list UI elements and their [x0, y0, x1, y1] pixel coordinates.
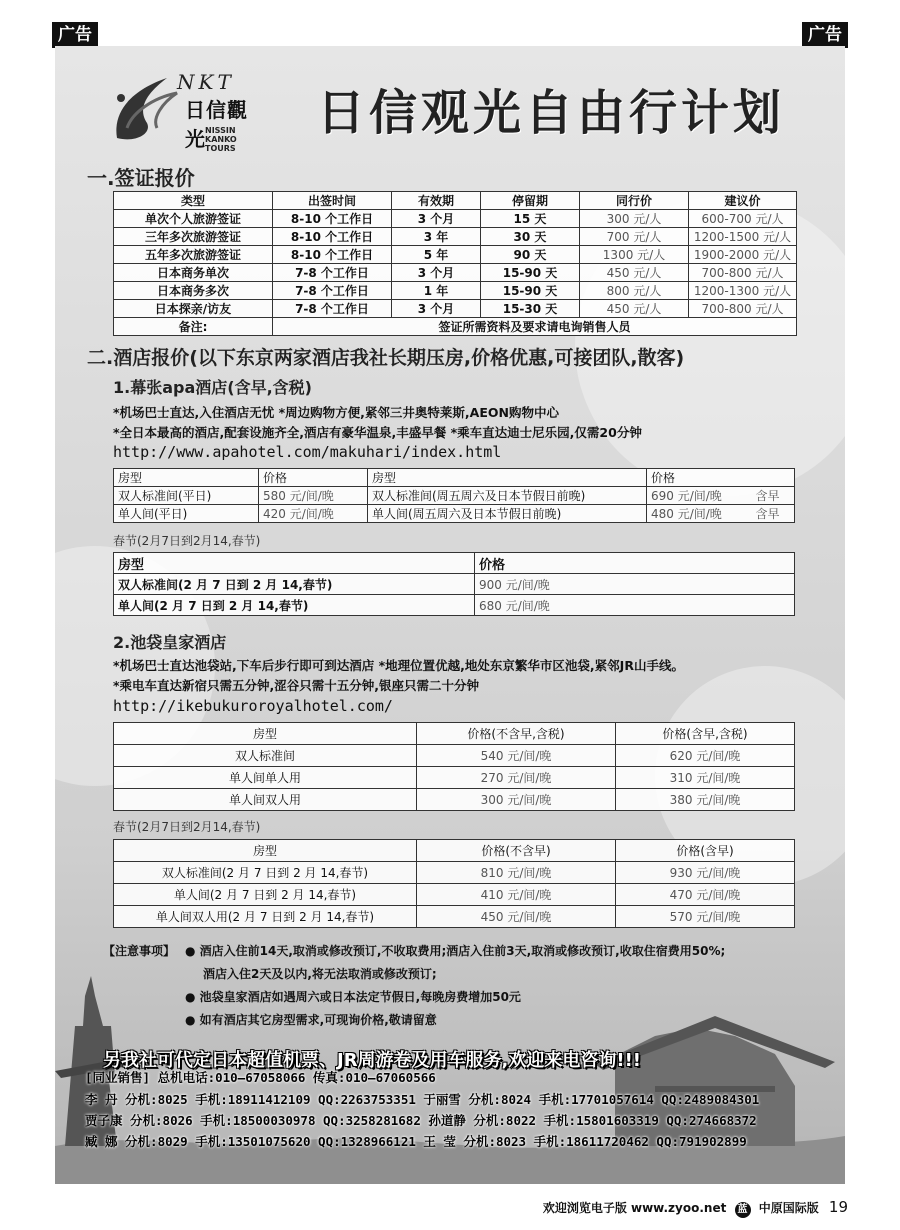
table-cell: 270 元/间/晚	[417, 767, 616, 789]
footer-text: 欢迎浏览电子版 www.zyoo.net	[542, 1201, 727, 1215]
table-header: 价格(不含早)	[417, 840, 616, 862]
table-cell: 单人间(平日)	[114, 505, 259, 523]
table-cell: 三年多次旅游签证	[114, 228, 273, 246]
apa-price-table	[113, 468, 795, 523]
table-row	[114, 318, 797, 336]
table-header: 价格(不含早,含税)	[417, 723, 616, 745]
table-cell: 单人间单人用	[114, 767, 417, 789]
table-header: 价格(含早,含税)	[616, 723, 795, 745]
visa-remark-text: 签证所需资料及要求请电询销售人员	[273, 318, 797, 336]
royal-title: 2.池袋皇家酒店	[113, 633, 227, 652]
table-cell: 600-700 元/人	[689, 210, 797, 228]
table-cell: 3 个月	[392, 210, 481, 228]
table-cell: 380 元/间/晚	[616, 789, 795, 811]
table-row	[114, 767, 795, 789]
table-cell: 7-8 个工作日	[273, 300, 392, 318]
table-cell: 800 元/人	[580, 282, 689, 300]
table-row	[114, 884, 795, 906]
table-header: 房型	[114, 553, 475, 574]
table-cell: 570 元/间/晚	[616, 906, 795, 928]
table-cell: 1300 元/人	[580, 246, 689, 264]
table-cell: 480 元/间/晚	[647, 505, 752, 523]
table-cell: 单次个人旅游签证	[114, 210, 273, 228]
table-row	[114, 906, 795, 928]
table-header-row	[114, 469, 795, 487]
logo-nkt: NKT	[177, 70, 235, 94]
table-cell: 单人间(2 月 7 日到 2 月 14,春节)	[114, 595, 475, 616]
table-cell: 单人间双人用	[114, 789, 417, 811]
contact-line: [同业销售] 总机电话:010—67058066 传真:010—67060566	[85, 1070, 436, 1085]
table-row	[114, 282, 797, 300]
hotel-heading: 二.酒店报价(以下东京两家酒店我社长期压房,价格优惠,可接团队,散客)	[87, 347, 685, 369]
table-cell: 690 元/间/晚	[647, 487, 752, 505]
table-cell: 双人标准间(周五周六及日本节假日前晚)	[368, 487, 647, 505]
table-header: 房型	[114, 723, 417, 745]
table-cell: 700 元/人	[580, 228, 689, 246]
table-cell: 450 元/间/晚	[417, 906, 616, 928]
table-cell: 1 年	[392, 282, 481, 300]
table-header: 出签时间	[273, 192, 392, 210]
visa-table	[113, 191, 797, 336]
table-header: 价格(含早)	[616, 840, 795, 862]
table-cell: 700-800 元/人	[689, 264, 797, 282]
table-cell: 日本探亲/访友	[114, 300, 273, 318]
royal-url[interactable]: http://ikebukuroroyalhotel.com/	[113, 697, 393, 715]
contact-line: 贾子康 分机:8026 手机:18500030978 QQ:3258281682 孙道静 分机:8022 手机:15801603319 QQ:274668372	[85, 1113, 757, 1128]
page-number: 19	[828, 1198, 848, 1216]
table-header: 房型	[114, 840, 417, 862]
table-row	[114, 264, 797, 282]
table-cell: 日本商务多次	[114, 282, 273, 300]
table-cell: 90 天	[481, 246, 580, 264]
page-footer	[543, 1198, 848, 1218]
apa-title: 1.幕张apa酒店(含早,含税)	[113, 378, 312, 397]
footer-section: 中原国际版	[758, 1201, 819, 1215]
table-cell: 8-10 个工作日	[273, 210, 392, 228]
table-cell: 810 元/间/晚	[417, 862, 616, 884]
logo-en: NISSIN KANKO TOURS	[205, 126, 237, 153]
table-cell: 450 元/人	[580, 264, 689, 282]
table-cell: 470 元/间/晚	[616, 884, 795, 906]
royal-desc-1: *机场巴士直达池袋站,下车后步行即可到达酒店 *地理位置优越,地处东京繁华市区池袋,紧邻JR山手线。	[113, 658, 684, 673]
royal-spring-table	[113, 839, 795, 928]
table-header-row	[114, 192, 797, 210]
table-row	[114, 745, 795, 767]
table-cell: 8-10 个工作日	[273, 246, 392, 264]
royal-spring-label: 春节(2月7日到2月14,春节)	[113, 820, 261, 834]
ad-tag-right: 广告	[802, 22, 848, 48]
table-header: 房型	[368, 469, 647, 487]
notice-item: 酒店入住2天及以内,将无法取消或修改预订;	[203, 967, 437, 981]
table-header: 建议价	[689, 192, 797, 210]
apa-spring-table	[113, 552, 795, 616]
table-cell: 五年多次旅游签证	[114, 246, 273, 264]
table-header-row	[114, 840, 795, 862]
table-row	[114, 862, 795, 884]
table-cell: 15 天	[481, 210, 580, 228]
table-cell: 3 个月	[392, 300, 481, 318]
table-header: 价格	[475, 553, 795, 574]
table-header-row	[114, 553, 795, 574]
table-header: 同行价	[580, 192, 689, 210]
table-row	[114, 487, 795, 505]
table-row	[114, 300, 797, 318]
table-cell: 540 元/间/晚	[417, 745, 616, 767]
service-banner: 另我社可代定日本超值机票、JR周游卷及用车服务,欢迎来电咨询!!!	[103, 1050, 642, 1071]
table-cell: 5 年	[392, 246, 481, 264]
table-cell: 930 元/间/晚	[616, 862, 795, 884]
apa-desc-1: *机场巴士直达,入住酒店无忧 *周边购物方便,紧邻三井奥特莱斯,AEON购物中心	[113, 405, 559, 420]
apa-desc-2: *全日本最高的酒店,配套设施齐全,酒店有豪华温泉,丰盛早餐 *乘车直达迪士尼乐园,仅需20分钟	[113, 425, 642, 440]
table-row	[114, 574, 795, 595]
table-row	[114, 789, 795, 811]
table-cell: 双人标准间(2 月 7 日到 2 月 14,春节)	[114, 862, 417, 884]
table-cell: 含早	[751, 505, 794, 523]
table-row	[114, 505, 795, 523]
table-cell: 单人间(周五周六及日本节假日前晚)	[368, 505, 647, 523]
table-cell: 单人间(2 月 7 日到 2 月 14,春节)	[114, 884, 417, 906]
table-cell: 双人标准间(2 月 7 日到 2 月 14,春节)	[114, 574, 475, 595]
table-cell: 1200-1500 元/人	[689, 228, 797, 246]
table-cell: 1200-1300 元/人	[689, 282, 797, 300]
table-cell: 日本商务单次	[114, 264, 273, 282]
table-header: 停留期	[481, 192, 580, 210]
logo-cn: 日信觀光	[185, 98, 248, 151]
table-cell: 3 个月	[392, 264, 481, 282]
notice-label: 【注意事项】	[103, 944, 176, 958]
table-cell: 300 元/间/晚	[417, 789, 616, 811]
royal-desc-2: *乘电车直达新宿只需五分钟,涩谷只需十五分钟,银座只需二十分钟	[113, 678, 480, 693]
table-cell: 310 元/间/晚	[616, 767, 795, 789]
table-cell: 双人标准间	[114, 745, 417, 767]
notice-item: ● 酒店入住前14天,取消或修改预订,不收取费用;酒店入住前3天,取消或修改预订,收取住宿费用50%;	[185, 944, 726, 958]
table-cell: 30 天	[481, 228, 580, 246]
table-cell: 700-800 元/人	[689, 300, 797, 318]
table-cell: 含早	[751, 487, 794, 505]
visa-remark-label: 备注:	[114, 318, 273, 336]
royal-price-table	[113, 722, 795, 811]
table-header: 类型	[114, 192, 273, 210]
contact-line: 李 丹 分机:8025 手机:18911412109 QQ:2263753351 于丽雪 分机:8024 手机:17701057614 QQ:2489084301	[85, 1092, 760, 1107]
table-header: 房型	[114, 469, 259, 487]
table-row	[114, 246, 797, 264]
table-cell: 7-8 个工作日	[273, 264, 392, 282]
edition-badge: 蓝	[735, 1202, 751, 1218]
table-cell: 300 元/人	[580, 210, 689, 228]
table-cell: 单人间双人用(2 月 7 日到 2 月 14,春节)	[114, 906, 417, 928]
table-row	[114, 210, 797, 228]
table-cell: 8-10 个工作日	[273, 228, 392, 246]
page-title: 日信观光自由行计划	[317, 85, 786, 141]
advert-panel	[55, 46, 845, 1184]
table-cell: 680 元/间/晚	[475, 595, 795, 616]
table-cell: 580 元/间/晚	[259, 487, 368, 505]
table-cell: 15-30 天	[481, 300, 580, 318]
table-cell: 900 元/间/晚	[475, 574, 795, 595]
apa-spring-label: 春节(2月7日到2月14,春节)	[113, 534, 261, 548]
table-header-row	[114, 723, 795, 745]
apa-url[interactable]: http://www.apahotel.com/makuhari/index.html	[113, 443, 502, 461]
swan-icon	[107, 68, 187, 148]
visa-heading: 一.签证报价	[87, 166, 195, 190]
ad-tag-left: 广告	[52, 22, 98, 48]
table-cell: 3 年	[392, 228, 481, 246]
table-cell: 15-90 天	[481, 282, 580, 300]
table-header: 有效期	[392, 192, 481, 210]
notice-item: ● 池袋皇家酒店如遇周六或日本法定节假日,每晚房费增加50元	[185, 990, 521, 1004]
table-cell: 450 元/人	[580, 300, 689, 318]
table-header: 价格	[647, 469, 795, 487]
table-cell: 410 元/间/晚	[417, 884, 616, 906]
table-row	[114, 595, 795, 616]
table-cell: 7-8 个工作日	[273, 282, 392, 300]
table-cell: 420 元/间/晚	[259, 505, 368, 523]
table-cell: 15-90 天	[481, 264, 580, 282]
company-logo	[107, 68, 267, 153]
table-cell: 1900-2000 元/人	[689, 246, 797, 264]
table-row	[114, 228, 797, 246]
table-cell: 双人标准间(平日)	[114, 487, 259, 505]
notice-item: ● 如有酒店其它房型需求,可现询价格,敬请留意	[185, 1013, 437, 1027]
table-header: 价格	[259, 469, 368, 487]
table-cell: 620 元/间/晚	[616, 745, 795, 767]
contact-line: 臧 娜 分机:8029 手机:13501075620 QQ:1328966121 王 莹 分机:8023 手机:18611720462 QQ:791902899	[85, 1134, 747, 1149]
